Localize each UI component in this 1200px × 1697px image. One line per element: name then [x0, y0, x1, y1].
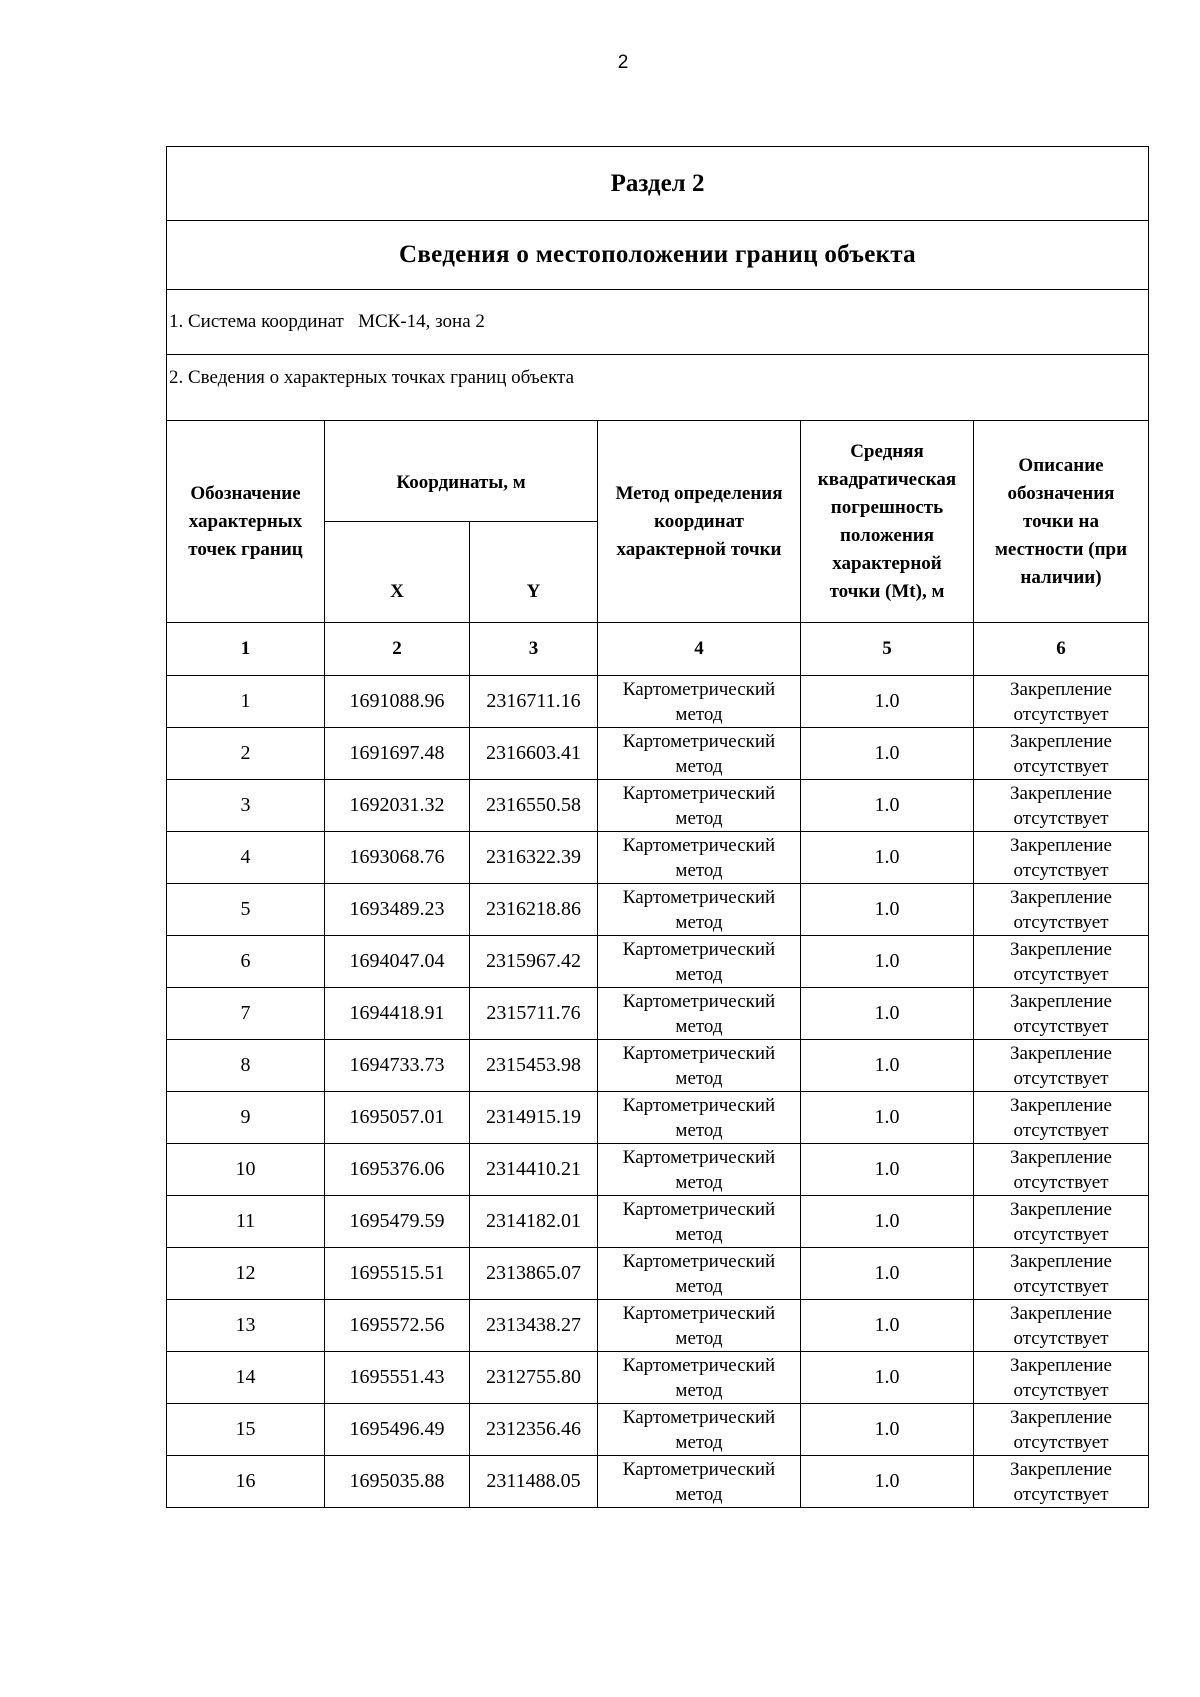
error-cell: 1.0 [801, 832, 974, 884]
coordinate-y: 2316603.41 [470, 728, 598, 780]
header-error: Средняя квадратическая погрешность положения характерной точки (Mt), м [801, 421, 974, 623]
error-cell: 1.0 [801, 780, 974, 832]
coordinate-y: 2311488.05 [470, 1456, 598, 1508]
header-designation: Обозначение характерных точек границ [167, 421, 325, 623]
method-cell: Картометрический метод [598, 1040, 801, 1092]
table-row [167, 1456, 1149, 1508]
coord-system-row [167, 290, 1149, 355]
point-number: 6 [167, 936, 325, 988]
section-subtitle-row [167, 221, 1149, 290]
description-cell: Закрепление отсутствует [974, 884, 1149, 936]
column-numbers-row [167, 623, 1149, 676]
description-cell: Закрепление отсутствует [974, 1040, 1149, 1092]
coordinate-y: 2314410.21 [470, 1144, 598, 1196]
description-cell: Закрепление отсутствует [974, 1300, 1149, 1352]
coordinate-y: 2314182.01 [470, 1196, 598, 1248]
method-cell: Картометрический метод [598, 936, 801, 988]
column-number: 4 [598, 623, 801, 676]
method-cell: Картометрический метод [598, 1248, 801, 1300]
header-x: X [325, 522, 470, 623]
coordinate-y: 2316550.58 [470, 780, 598, 832]
coord-system-text: 1. Система координат МСК-14, зона 2 [167, 290, 1149, 355]
error-cell: 1.0 [801, 1404, 974, 1456]
method-cell: Картометрический метод [598, 1300, 801, 1352]
header-y: Y [470, 522, 598, 623]
description-cell: Закрепление отсутствует [974, 936, 1149, 988]
error-cell: 1.0 [801, 1196, 974, 1248]
method-cell: Картометрический метод [598, 1404, 801, 1456]
method-cell: Картометрический метод [598, 1352, 801, 1404]
table-row [167, 1144, 1149, 1196]
points-info-text: 2. Сведения о характерных точках границ объекта [167, 355, 1149, 421]
method-cell: Картометрический метод [598, 728, 801, 780]
column-number: 6 [974, 623, 1149, 676]
section-subtitle: Сведения о местоположении границ объекта [167, 221, 1149, 290]
coordinate-x: 1691697.48 [325, 728, 470, 780]
coordinate-x: 1695515.51 [325, 1248, 470, 1300]
section-title-row [167, 147, 1149, 221]
boundary-points-table [166, 146, 1149, 1508]
table-row [167, 1248, 1149, 1300]
point-number: 13 [167, 1300, 325, 1352]
data-rows [167, 676, 1149, 1508]
description-cell: Закрепление отсутствует [974, 988, 1149, 1040]
error-cell: 1.0 [801, 988, 974, 1040]
points-info-row [167, 355, 1149, 421]
coordinate-y: 2316322.39 [470, 832, 598, 884]
coordinate-y: 2315711.76 [470, 988, 598, 1040]
coordinate-x: 1695057.01 [325, 1092, 470, 1144]
coordinate-x: 1692031.32 [325, 780, 470, 832]
coordinate-x: 1694418.91 [325, 988, 470, 1040]
point-number: 2 [167, 728, 325, 780]
description-cell: Закрепление отсутствует [974, 1248, 1149, 1300]
coordinate-x: 1695551.43 [325, 1352, 470, 1404]
coordinate-y: 2314915.19 [470, 1092, 598, 1144]
table-row [167, 676, 1149, 728]
description-cell: Закрепление отсутствует [974, 1196, 1149, 1248]
table-row [167, 1040, 1149, 1092]
table-row [167, 1300, 1149, 1352]
coordinate-y: 2315453.98 [470, 1040, 598, 1092]
point-number: 9 [167, 1092, 325, 1144]
coordinate-x: 1693068.76 [325, 832, 470, 884]
point-number: 4 [167, 832, 325, 884]
coordinate-x: 1695496.49 [325, 1404, 470, 1456]
point-number: 5 [167, 884, 325, 936]
method-cell: Картометрический метод [598, 676, 801, 728]
coordinate-x: 1693489.23 [325, 884, 470, 936]
coordinate-x: 1694047.04 [325, 936, 470, 988]
table-row [167, 988, 1149, 1040]
header-coordinates: Координаты, м [325, 421, 598, 522]
table-row [167, 728, 1149, 780]
column-number: 2 [325, 623, 470, 676]
table-row [167, 1352, 1149, 1404]
error-cell: 1.0 [801, 1352, 974, 1404]
description-cell: Закрепление отсутствует [974, 676, 1149, 728]
point-number: 3 [167, 780, 325, 832]
table-row [167, 1404, 1149, 1456]
coordinate-y: 2316711.16 [470, 676, 598, 728]
coordinate-x: 1695035.88 [325, 1456, 470, 1508]
table-row [167, 936, 1149, 988]
coordinate-x: 1695479.59 [325, 1196, 470, 1248]
description-cell: Закрепление отсутствует [974, 1092, 1149, 1144]
point-number: 11 [167, 1196, 325, 1248]
error-cell: 1.0 [801, 676, 974, 728]
coordinate-x: 1691088.96 [325, 676, 470, 728]
page-number: 2 [617, 52, 629, 73]
description-cell: Закрепление отсутствует [974, 832, 1149, 884]
point-number: 10 [167, 1144, 325, 1196]
description-cell: Закрепление отсутствует [974, 1144, 1149, 1196]
point-number: 1 [167, 676, 325, 728]
description-cell: Закрепление отсутствует [974, 1404, 1149, 1456]
column-number: 1 [167, 623, 325, 676]
coordinate-x: 1695572.56 [325, 1300, 470, 1352]
method-cell: Картометрический метод [598, 988, 801, 1040]
error-cell: 1.0 [801, 1300, 974, 1352]
table-row [167, 1092, 1149, 1144]
error-cell: 1.0 [801, 1248, 974, 1300]
method-cell: Картометрический метод [598, 780, 801, 832]
error-cell: 1.0 [801, 1092, 974, 1144]
description-cell: Закрепление отсутствует [974, 1352, 1149, 1404]
method-cell: Картометрический метод [598, 1456, 801, 1508]
method-cell: Картометрический метод [598, 1092, 801, 1144]
table-row [167, 884, 1149, 936]
coordinate-y: 2313438.27 [470, 1300, 598, 1352]
description-cell: Закрепление отсутствует [974, 1456, 1149, 1508]
point-number: 15 [167, 1404, 325, 1456]
table-row [167, 780, 1149, 832]
coordinate-x: 1694733.73 [325, 1040, 470, 1092]
coordinate-x: 1695376.06 [325, 1144, 470, 1196]
section-title: Раздел 2 [167, 147, 1149, 221]
point-number: 8 [167, 1040, 325, 1092]
error-cell: 1.0 [801, 728, 974, 780]
column-number: 3 [470, 623, 598, 676]
table-row [167, 832, 1149, 884]
coordinate-y: 2312356.46 [470, 1404, 598, 1456]
method-cell: Картометрический метод [598, 1144, 801, 1196]
coordinate-y: 2315967.42 [470, 936, 598, 988]
point-number: 16 [167, 1456, 325, 1508]
coordinate-y: 2313865.07 [470, 1248, 598, 1300]
method-cell: Картометрический метод [598, 1196, 801, 1248]
table-row [167, 1196, 1149, 1248]
method-cell: Картометрический метод [598, 884, 801, 936]
error-cell: 1.0 [801, 884, 974, 936]
description-cell: Закрепление отсутствует [974, 728, 1149, 780]
error-cell: 1.0 [801, 1040, 974, 1092]
point-number: 14 [167, 1352, 325, 1404]
error-cell: 1.0 [801, 1456, 974, 1508]
point-number: 7 [167, 988, 325, 1040]
error-cell: 1.0 [801, 1144, 974, 1196]
column-number: 5 [801, 623, 974, 676]
method-cell: Картометрический метод [598, 832, 801, 884]
description-cell: Закрепление отсутствует [974, 780, 1149, 832]
coordinate-y: 2316218.86 [470, 884, 598, 936]
header-method: Метод определения координат характерной точки [598, 421, 801, 623]
error-cell: 1.0 [801, 936, 974, 988]
coordinate-y: 2312755.80 [470, 1352, 598, 1404]
point-number: 12 [167, 1248, 325, 1300]
header-row-1 [167, 421, 1149, 522]
header-description: Описание обозначения точки на местности (при наличии) [974, 421, 1149, 623]
